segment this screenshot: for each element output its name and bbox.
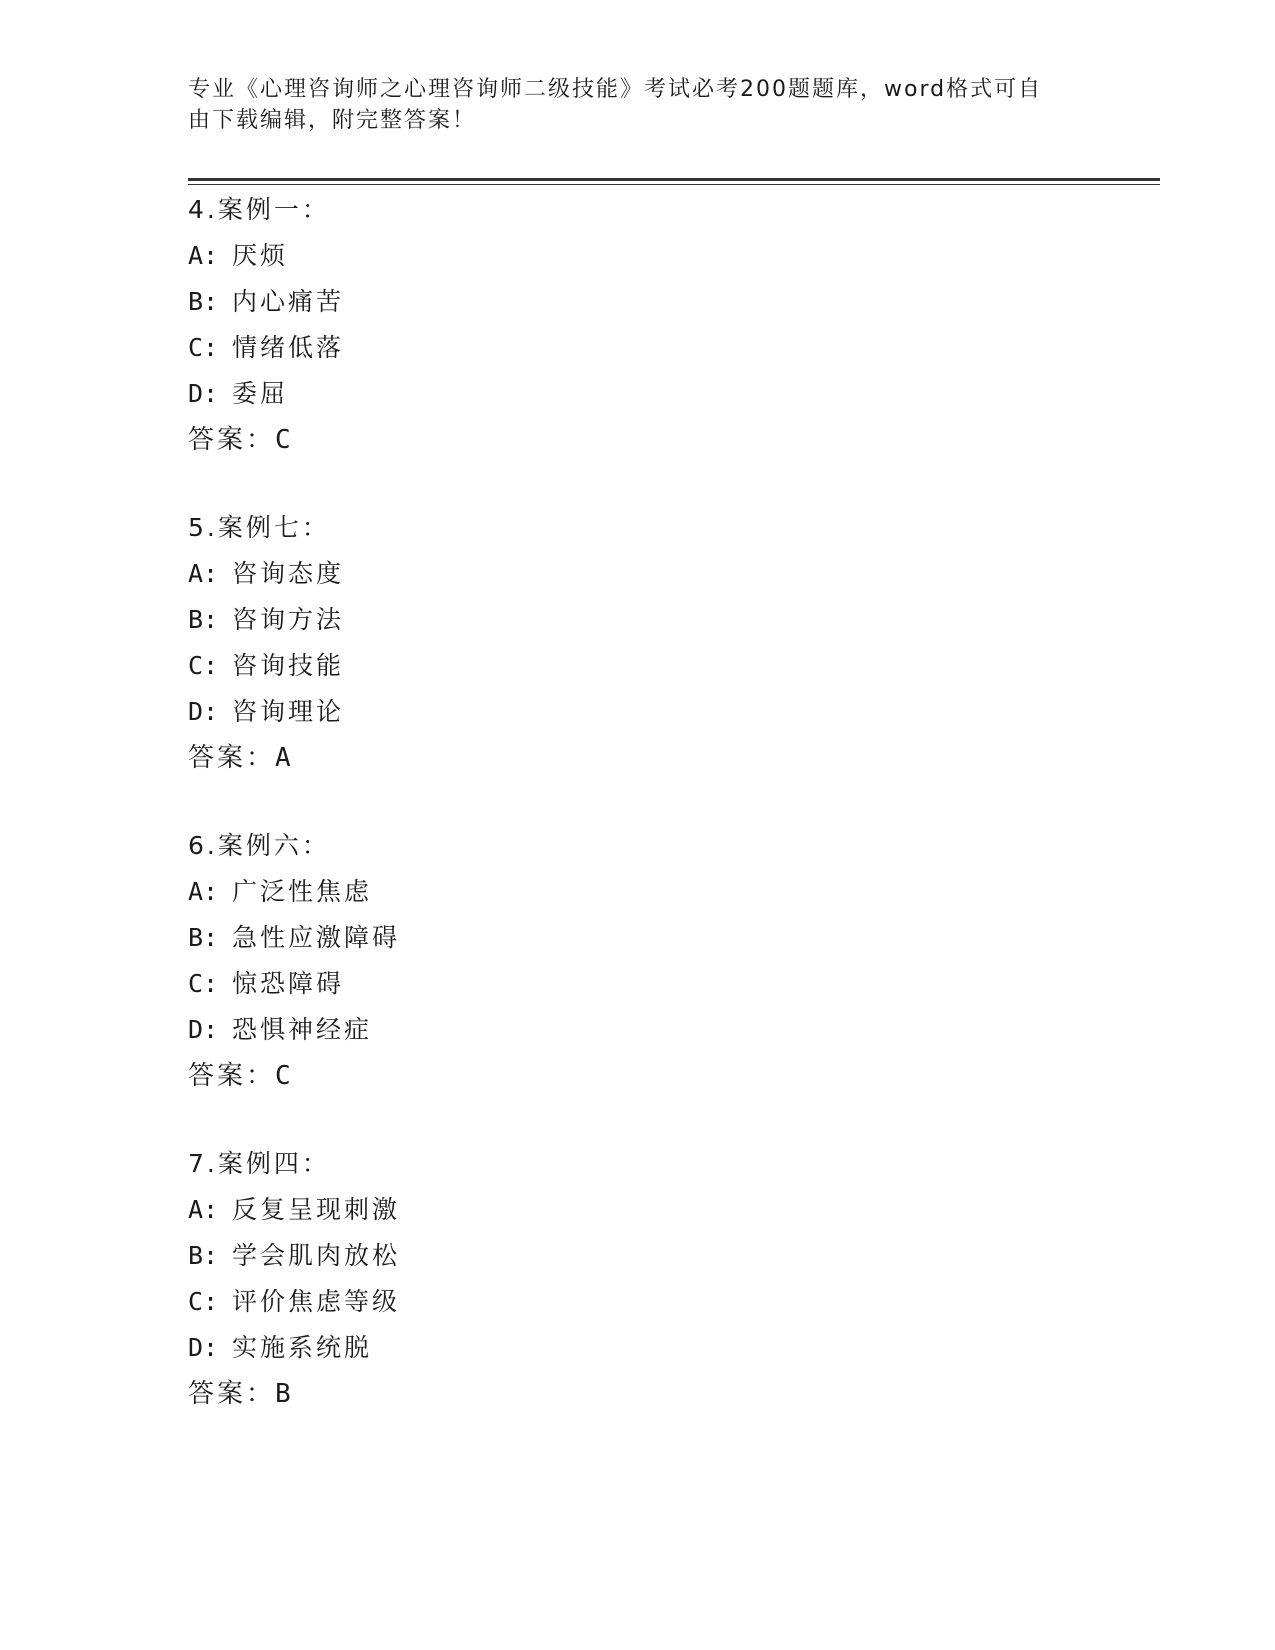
option-text: 咨询技能: [232, 651, 345, 680]
question-title: 6.案例六：: [188, 831, 330, 860]
option-d: [188, 689, 888, 735]
option-key: B:: [188, 923, 219, 952]
option-key: A:: [188, 559, 219, 588]
option-text: 反复呈现刺激: [232, 1195, 401, 1224]
option-d: [188, 1325, 888, 1371]
header-line-1: 专业《心理咨询师之心理咨询师二级技能》考试必考200题题库，word格式可自: [188, 77, 1043, 102]
option-c: [188, 643, 888, 689]
option-key: B:: [188, 605, 219, 634]
option-text: 委屈: [232, 379, 289, 408]
option-text: 学会肌肉放松: [232, 1241, 401, 1270]
option-key: C:: [188, 651, 219, 680]
option-b: [188, 597, 888, 643]
question-block: [188, 505, 888, 781]
answer-label: 答案：: [188, 743, 276, 773]
option-a: [188, 1187, 888, 1233]
option-key: C:: [188, 333, 219, 362]
answer-line: [188, 417, 888, 463]
header-divider-thick: [188, 178, 1160, 181]
option-c: [188, 1279, 888, 1325]
option-d: [188, 371, 888, 417]
option-key: A:: [188, 1195, 219, 1224]
question-title: 7.案例四：: [188, 1149, 330, 1178]
option-key: B:: [188, 1241, 219, 1270]
option-b: [188, 915, 888, 961]
option-key: A:: [188, 877, 219, 906]
answer-line: [188, 1371, 888, 1417]
answer-line: [188, 735, 888, 781]
question-block: [188, 187, 888, 463]
option-text: 咨询理论: [232, 697, 345, 726]
question-block: [188, 1141, 888, 1417]
answer-line: [188, 1053, 888, 1099]
option-key: B:: [188, 287, 219, 316]
option-text: 广泛性焦虑: [232, 877, 373, 906]
option-c: [188, 961, 888, 1007]
option-key: C:: [188, 1287, 219, 1316]
answer-label: 答案：: [188, 1379, 276, 1409]
option-key: D:: [188, 697, 219, 726]
option-key: C:: [188, 969, 219, 998]
document-header: [188, 74, 1088, 136]
option-text: 咨询态度: [232, 559, 345, 588]
option-a: [188, 233, 888, 279]
answer-value: C: [275, 425, 291, 455]
option-key: D:: [188, 1333, 219, 1362]
option-text: 恐惧神经症: [232, 1015, 373, 1044]
option-a: [188, 869, 888, 915]
option-b: [188, 1233, 888, 1279]
question-title: 4.案例一：: [188, 195, 330, 224]
option-text: 评价焦虑等级: [232, 1287, 401, 1316]
option-text: 急性应激障碍: [232, 923, 401, 952]
option-text: 内心痛苦: [232, 287, 345, 316]
option-text: 惊恐障碍: [232, 969, 345, 998]
header-divider-thin: [188, 184, 1160, 185]
header-line-2: 由下载编辑，附完整答案！: [188, 108, 477, 133]
answer-label: 答案：: [188, 1061, 276, 1091]
option-a: [188, 551, 888, 597]
option-text: 情绪低落: [232, 333, 345, 362]
option-key: D:: [188, 379, 219, 408]
option-d: [188, 1007, 888, 1053]
question-block: [188, 823, 888, 1099]
answer-value: B: [275, 1379, 291, 1409]
option-b: [188, 279, 888, 325]
option-text: 厌烦: [232, 241, 289, 270]
option-key: A:: [188, 241, 219, 270]
option-text: 咨询方法: [232, 605, 345, 634]
answer-label: 答案：: [188, 425, 276, 455]
answer-value: A: [275, 743, 291, 773]
option-key: D:: [188, 1015, 219, 1044]
question-title: 5.案例七：: [188, 513, 330, 542]
answer-value: C: [275, 1061, 291, 1091]
option-c: [188, 325, 888, 371]
option-text: 实施系统脱: [232, 1333, 373, 1362]
